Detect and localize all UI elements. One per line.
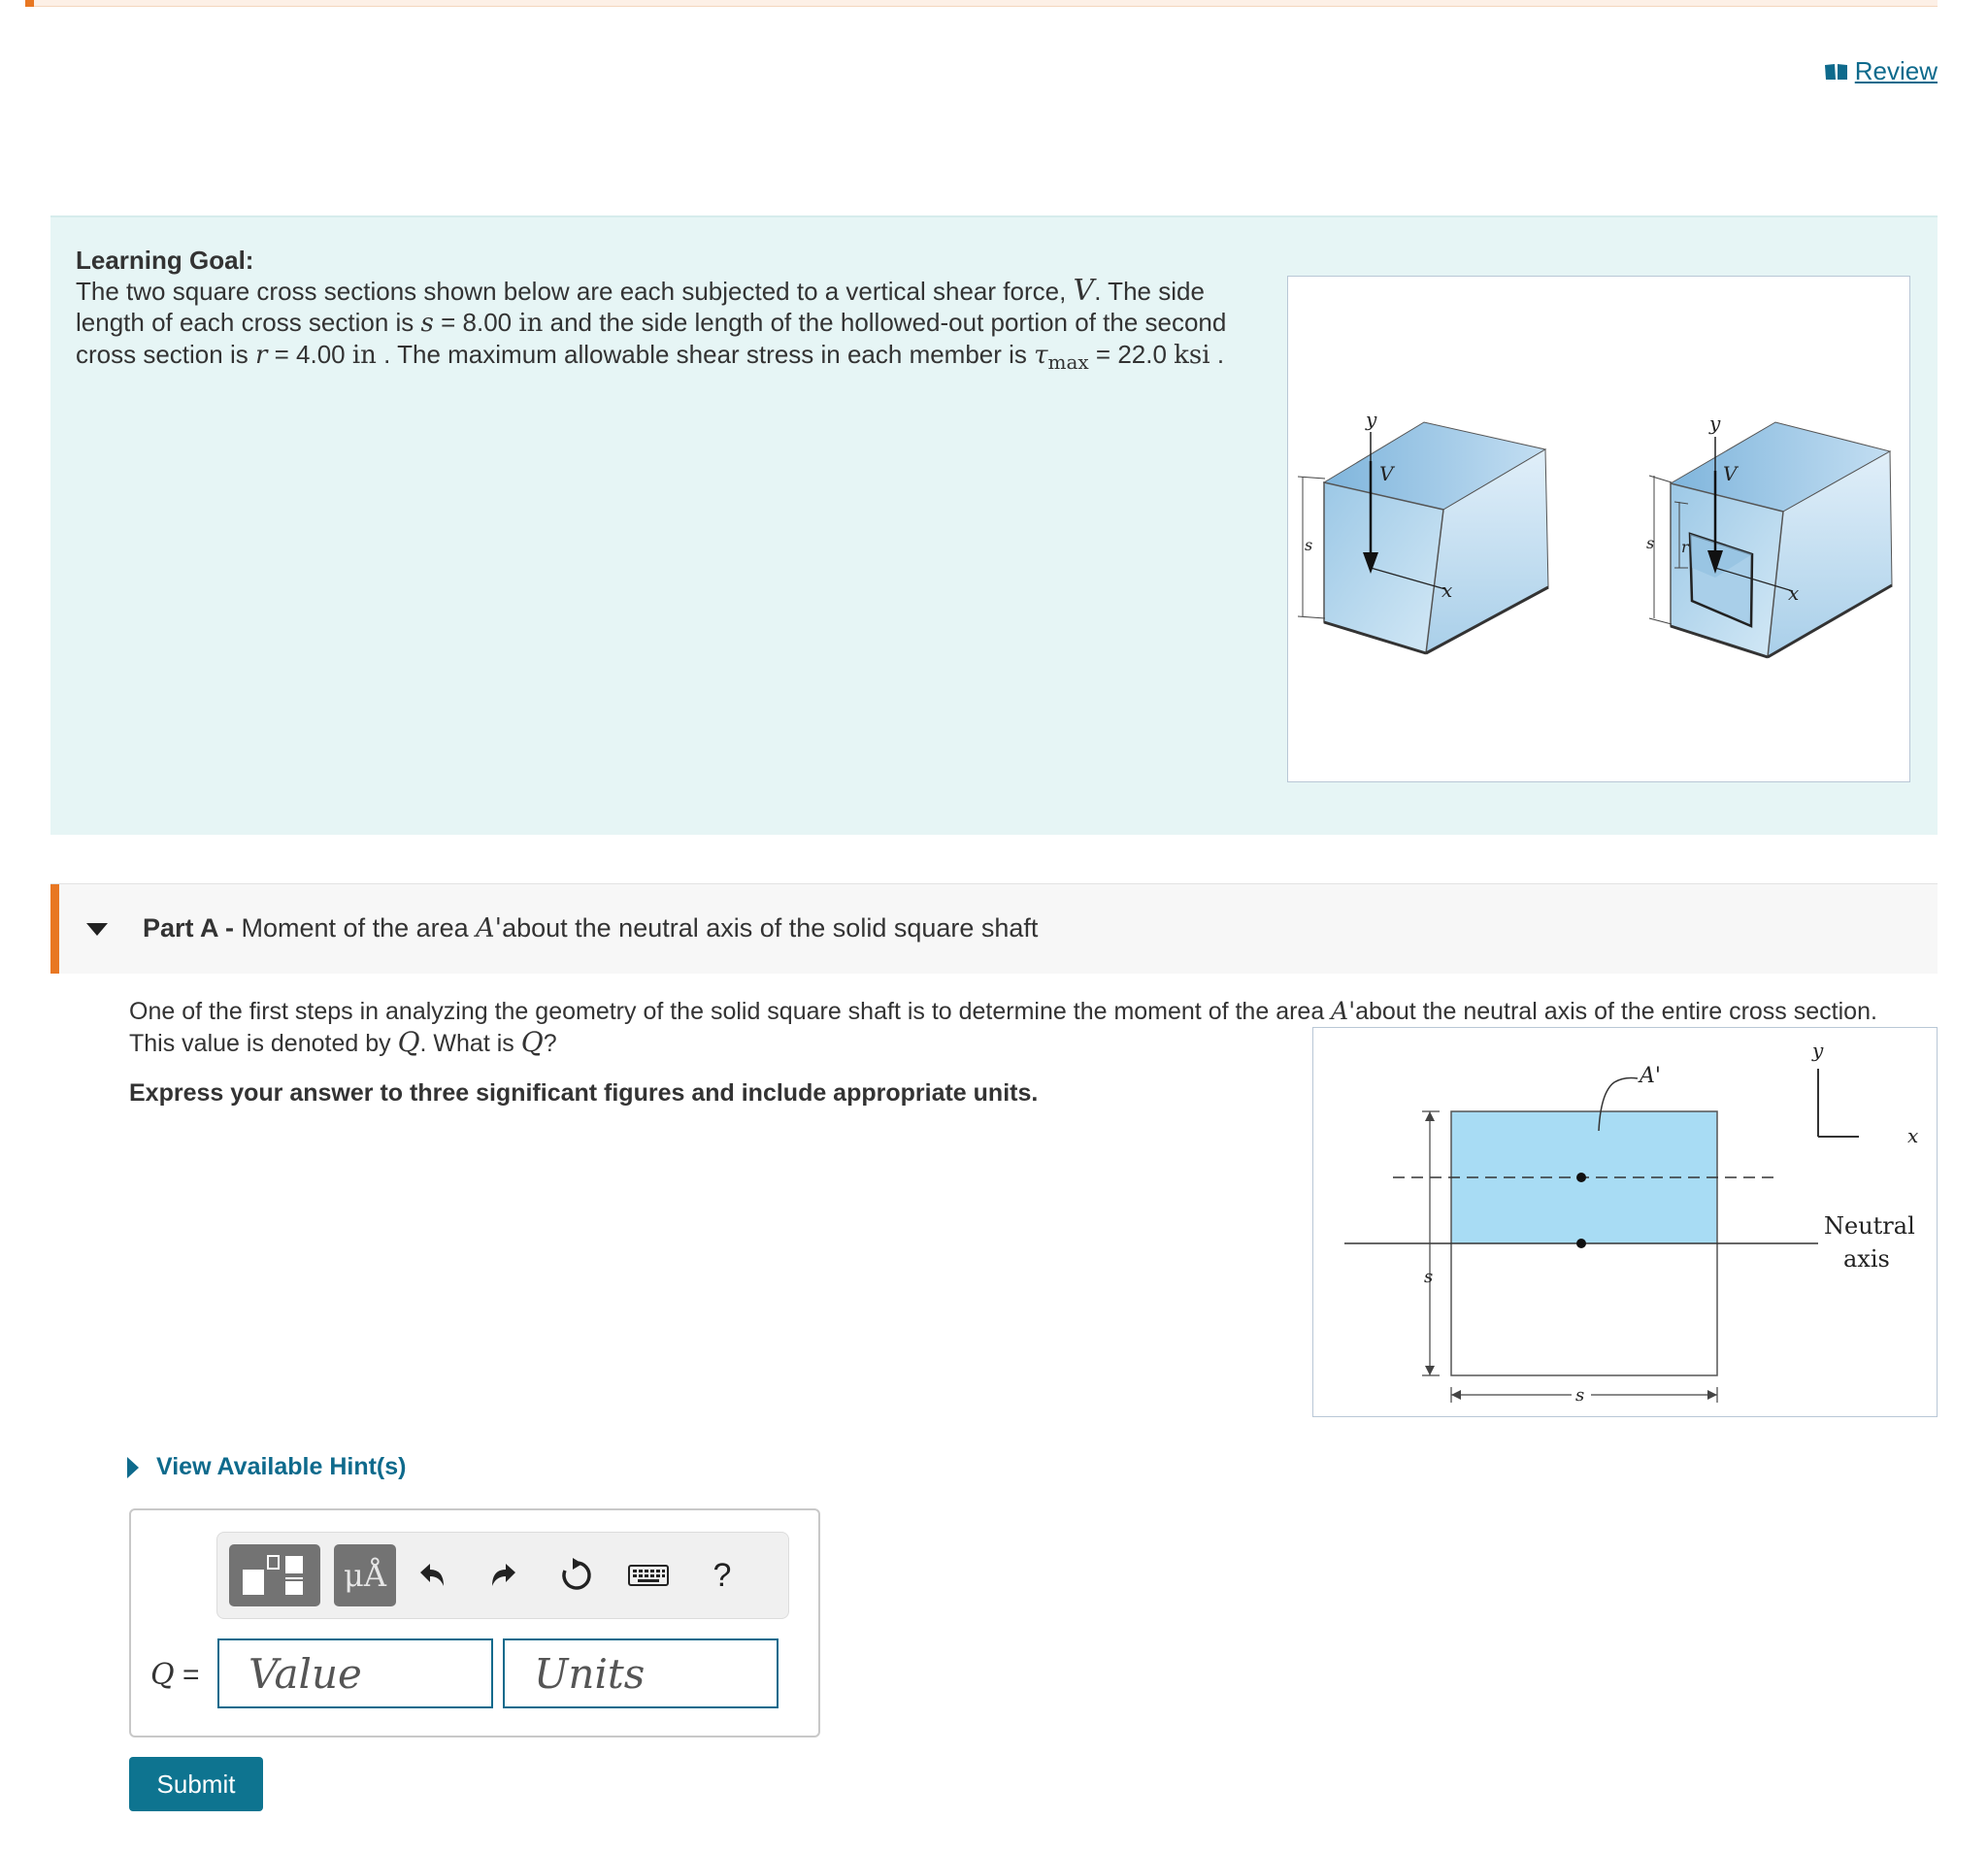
var-A-prime: A'	[1331, 997, 1356, 1025]
goal-text-part: The two square cross sections shown below are each subjected to a vertical shear force,	[76, 277, 1074, 306]
var-V: V	[1073, 274, 1095, 308]
view-hints-label[interactable]: View Available Hint(s)	[156, 1453, 407, 1480]
cross-sections-figure	[1287, 276, 1910, 782]
reset-icon	[559, 1558, 594, 1593]
top-progress-track	[25, 0, 1938, 7]
part-a-accent	[50, 884, 59, 974]
goal-text-part: . The side length of each cross section is	[76, 277, 1205, 337]
fig1-label-V2: V	[1723, 462, 1738, 485]
fig1-label-s2: s	[1646, 534, 1655, 552]
question-part: about the neutral axis of the entire cross section. This value is denoted by	[129, 998, 1877, 1057]
keyboard-button[interactable]	[625, 1552, 672, 1599]
tau-subscript: max	[1047, 350, 1089, 375]
fig2-label-y: y	[1812, 1039, 1824, 1062]
top-progress-marker	[25, 0, 34, 7]
question-part: . What is	[419, 1030, 521, 1057]
keyboard-icon	[628, 1563, 669, 1588]
goal-text-part: and the side length of the hollowed-out portion of the second cross section is	[76, 308, 1227, 369]
units-input[interactable]	[505, 1640, 777, 1706]
math-toolbar	[216, 1532, 789, 1619]
neutral-axis-figure	[1312, 1027, 1938, 1417]
top-progress-bar	[0, 0, 1988, 8]
var-r: r	[254, 341, 268, 370]
fig2-label-s-horiz: s	[1575, 1385, 1585, 1406]
unit-in: in	[518, 309, 544, 338]
centroid-dot	[1576, 1173, 1586, 1182]
redo-button[interactable]	[481, 1552, 528, 1599]
part-a-title-text: about the neutral axis of the solid square shaft	[502, 913, 1039, 943]
question-part: ?	[543, 1030, 557, 1057]
var-Q: Q	[520, 1026, 544, 1058]
fig1-label-x2: x	[1788, 581, 1800, 605]
var-s: s	[420, 309, 434, 338]
learning-goal-title: Learning Goal:	[76, 246, 254, 275]
fig2-label-x: x	[1907, 1124, 1919, 1147]
submit-button[interactable]: Submit	[129, 1757, 263, 1811]
fig1-label-x: x	[1441, 579, 1453, 602]
goal-text-part: = 8.00	[433, 308, 519, 337]
question-part: One of the first steps in analyzing the geometry of the solid square shaft is to determine the moment of the area	[129, 998, 1332, 1025]
part-a-header[interactable]	[50, 883, 1938, 974]
var-A-prime: A'	[476, 913, 503, 943]
fig2-label-axis: axis	[1843, 1245, 1890, 1273]
goal-text-part: . The maximum allowable shear stress in each member is	[376, 340, 1035, 369]
fig2-label-A: A'	[1640, 1064, 1661, 1088]
redo-icon	[488, 1561, 521, 1590]
fig1-label-V: V	[1379, 462, 1394, 485]
view-hints-toggle[interactable]	[127, 1453, 406, 1481]
answer-instruction: Express your answer to three significant figures and include appropriate units.	[129, 1079, 1039, 1107]
goal-text-part: = 4.00	[267, 340, 352, 369]
units-button[interactable]	[334, 1544, 396, 1606]
templates-icon	[229, 1544, 320, 1606]
units-field[interactable]	[503, 1638, 779, 1708]
review-label[interactable]: Review	[1854, 56, 1938, 85]
help-button[interactable]: ?	[712, 1556, 732, 1594]
learning-goal-text	[76, 245, 1279, 378]
goal-text-part: .	[1209, 340, 1225, 369]
fig1-label-s: s	[1305, 536, 1313, 554]
answer-var-Q: Q	[150, 1658, 175, 1692]
unit-in: in	[351, 341, 377, 370]
unit-ksi: ksi	[1174, 341, 1210, 370]
part-a-prefix: Part A -	[143, 913, 242, 943]
part-a-title	[143, 913, 1038, 943]
solid-square-shaft	[1298, 408, 1548, 653]
units-symbol: μÅ	[344, 1557, 386, 1594]
fig2-label-neutral: Neutral	[1824, 1212, 1915, 1240]
goal-text-part: = 22.0	[1088, 340, 1175, 369]
fig1-label-r: r	[1681, 538, 1689, 556]
expand-triangle-icon	[127, 1457, 139, 1478]
answer-label	[150, 1658, 199, 1692]
part-a-title-text: Moment of the area	[241, 913, 477, 943]
answer-box	[129, 1508, 820, 1737]
collapse-caret-icon[interactable]	[86, 923, 108, 936]
answer-equals: =	[174, 1659, 200, 1691]
value-input[interactable]	[219, 1640, 491, 1706]
undo-button[interactable]	[408, 1552, 454, 1599]
templates-button[interactable]	[229, 1544, 320, 1606]
origin-dot	[1576, 1239, 1586, 1248]
fig2-label-s-vert: s	[1424, 1267, 1434, 1287]
fig1-label-y: y	[1366, 408, 1377, 431]
var-Q: Q	[397, 1026, 420, 1058]
value-field[interactable]	[217, 1638, 493, 1708]
var-tau: τ	[1034, 341, 1048, 370]
book-icon	[1824, 62, 1849, 82]
review-link[interactable]	[1824, 56, 1938, 86]
reset-button[interactable]	[553, 1552, 600, 1599]
learning-goal-panel	[50, 215, 1938, 835]
undo-icon	[414, 1561, 447, 1590]
fig1-label-y2: y	[1709, 412, 1721, 435]
hollow-square-shaft	[1646, 412, 1892, 657]
